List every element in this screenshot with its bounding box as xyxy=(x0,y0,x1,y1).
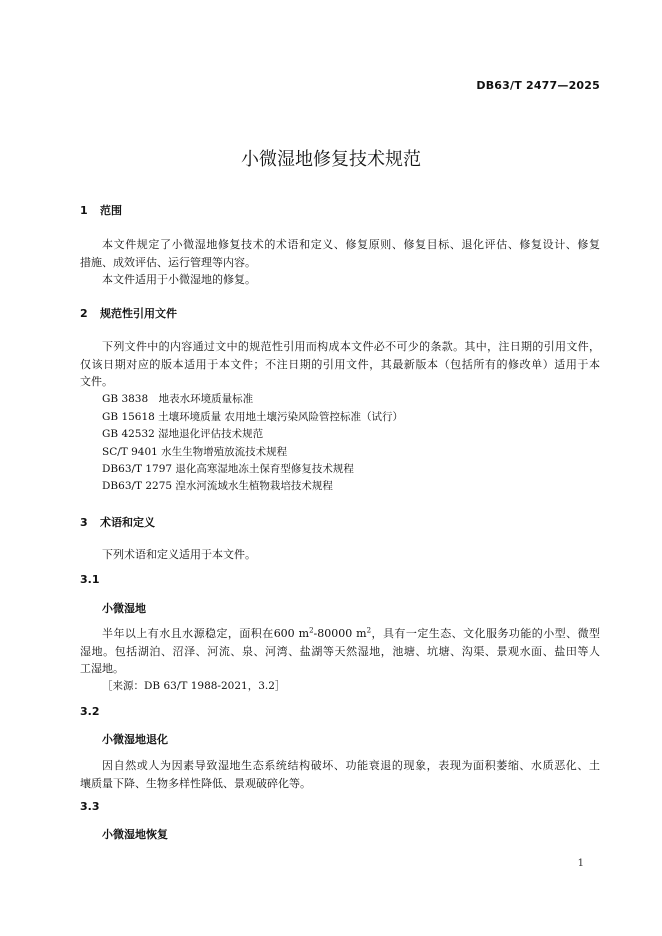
reference-item: GB 42532 湿地退化评估技术规范 xyxy=(102,428,264,440)
section-3-title: 术语和定义 xyxy=(100,516,155,529)
term-3-2-number: 3.2 xyxy=(80,705,100,718)
section-3-heading xyxy=(80,514,155,530)
section-2-paragraph-line: 仅该日期对应的版本适用于本文件；不注日期的引用文件，其最新版本（包括所有的修改单）适用于本 xyxy=(80,358,600,371)
term-3-1-def-part: -80000 m xyxy=(313,627,367,640)
document-title: 小微湿地修复技术规范 xyxy=(241,149,421,170)
page-number: 1 xyxy=(577,858,584,869)
term-3-1-name: 小微湿地 xyxy=(102,602,146,615)
term-3-1-definition-line xyxy=(102,625,600,641)
section-2-heading xyxy=(80,305,177,321)
section-1-paragraph-line: 本文件规定了小微湿地修复技术的术语和定义、修复原则、修复目标、退化评估、修复设计、修复 xyxy=(102,238,600,251)
term-3-2-definition-line: 壤质量下降、生物多样性降低、景观破碎化等。 xyxy=(80,777,311,790)
section-1-paragraph-line: 本文件适用于小微湿地的修复。 xyxy=(102,273,256,286)
section-2-title: 规范性引用文件 xyxy=(100,307,177,320)
term-3-1-def-part: 半年以上有水且水源稳定，面积在600 m xyxy=(102,627,310,640)
section-2-number: 2 xyxy=(80,307,88,320)
reference-item: GB 15618 土壤环境质量 农用地土壤污染风险管控标准（试行） xyxy=(102,411,404,423)
term-3-3-name: 小微湿地恢复 xyxy=(102,828,168,841)
section-2-paragraph-line: 文件。 xyxy=(80,375,113,388)
section-1-heading xyxy=(80,202,122,218)
section-1-paragraph-line: 措施、成效评估、运行管理等内容。 xyxy=(80,256,256,269)
term-3-2-definition-line: 因自然或人为因素导致湿地生态系统结构破坏、功能衰退的现象，表现为面积萎缩、水质恶化、土 xyxy=(102,759,600,772)
term-3-1-number: 3.1 xyxy=(80,573,100,586)
superscript: 2 xyxy=(366,626,372,635)
reference-item: GB 3838 地表水环境质量标准 xyxy=(102,393,254,405)
section-1-title: 范围 xyxy=(100,204,122,217)
term-3-1-definition-line: 湿地。包括湖泊、沼泽、河流、泉、河湾、盐湖等天然湿地，池塘、坑塘、沟渠、景观水面、盐田等人 xyxy=(80,645,600,658)
term-3-2-name: 小微湿地退化 xyxy=(102,733,168,746)
term-3-1-definition-line: 工湿地。 xyxy=(80,662,124,675)
document-code: DB63/T 2477—2025 xyxy=(476,79,600,92)
term-3-3-number: 3.3 xyxy=(80,800,100,813)
section-3-intro: 下列术语和定义适用于本文件。 xyxy=(102,548,256,561)
superscript: 2 xyxy=(309,626,314,635)
term-3-1-source: ［来源：DB 63/T 1988-2021，3.2］ xyxy=(102,680,286,692)
term-3-1-def-part: ，具有一定生态、文化服务功能的小型、微型 xyxy=(371,627,601,640)
section-2-paragraph-line: 下列文件中的内容通过文中的规范性引用而构成本文件必不可少的条款。其中，注日期的引用文件， xyxy=(102,340,600,353)
reference-item: DB63/T 2275 湟水河流域水生植物栽培技术规程 xyxy=(102,480,333,492)
section-1-number: 1 xyxy=(80,204,88,217)
reference-item: SC/T 9401 水生生物增殖放流技术规程 xyxy=(102,446,288,458)
reference-item: DB63/T 1797 退化高寒湿地冻土保育型修复技术规程 xyxy=(102,463,354,475)
section-3-number: 3 xyxy=(80,516,88,529)
